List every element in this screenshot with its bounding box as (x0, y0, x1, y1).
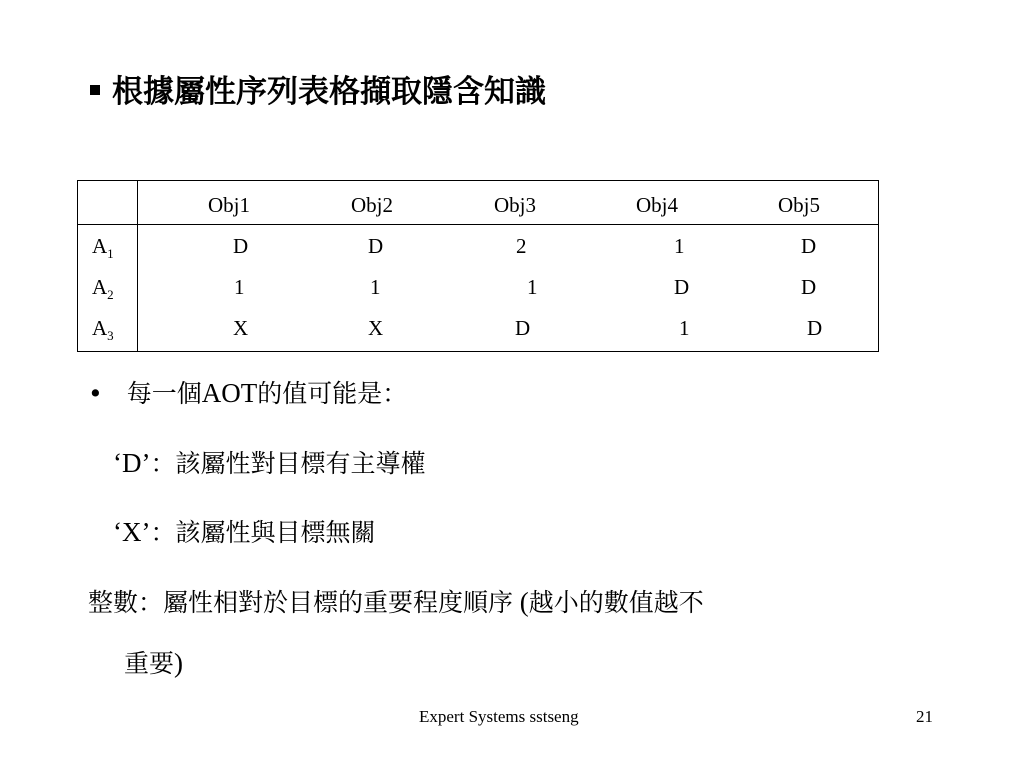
cell-a1-obj3: 2 (516, 234, 527, 258)
cell-a2-obj4: D (674, 275, 690, 299)
attribute-order-table (77, 180, 879, 352)
cell-a1-obj1: D (233, 234, 249, 258)
cell-a3-obj1: X (233, 316, 249, 340)
cell-a2-obj1: 1 (234, 275, 245, 299)
footer-page-number: 21 (916, 707, 933, 726)
header-obj4: Obj4 (636, 193, 678, 217)
header-obj2: Obj2 (351, 193, 393, 217)
cell-a2-obj3: 1 (527, 275, 538, 299)
row-label-a1: $A_1$ (92, 234, 114, 262)
footer-course: Expert Systems sstseng (419, 707, 579, 726)
cell-a2-obj5: D (801, 275, 817, 299)
aot-bullet: • 每一個AOT的值可能是： (88, 378, 408, 408)
header-obj3: Obj3 (494, 193, 536, 217)
cell-a3-obj5: D (807, 316, 823, 340)
cell-a1-obj5: D (801, 234, 817, 258)
cell-a3-obj3: D (515, 316, 531, 340)
header-obj1: Obj1 (208, 193, 250, 217)
cell-a3-obj4: 1 (679, 316, 690, 340)
x-meaning-line: ‘X’：該屬性與目標無關 (113, 517, 376, 547)
cell-a3-obj2: X (368, 316, 384, 340)
table-header-divider (78, 224, 878, 225)
round-bullet-icon: • (88, 379, 103, 408)
cell-a2-obj2: 1 (370, 275, 381, 299)
slide-title (90, 66, 546, 111)
integer-meaning-line-1: 整數：屬性相對於目標的重要程度順序 (越小的數值越不 (88, 587, 704, 617)
header-obj5: Obj5 (778, 193, 820, 217)
cell-a1-obj2: D (368, 234, 384, 258)
row-label-a2: $A_2$ (92, 275, 114, 303)
integer-meaning-line-2: 重要) (124, 648, 184, 678)
table-column-divider (137, 181, 138, 351)
row-label-a3: $A_3$ (92, 316, 114, 344)
cell-a1-obj4: 1 (674, 234, 685, 258)
d-meaning-line: ‘D’：該屬性對目標有主導權 (113, 448, 426, 478)
square-bullet-icon (90, 85, 100, 95)
slide-title-text: 根據屬性序列表格擷取隱含知識 (112, 74, 546, 110)
